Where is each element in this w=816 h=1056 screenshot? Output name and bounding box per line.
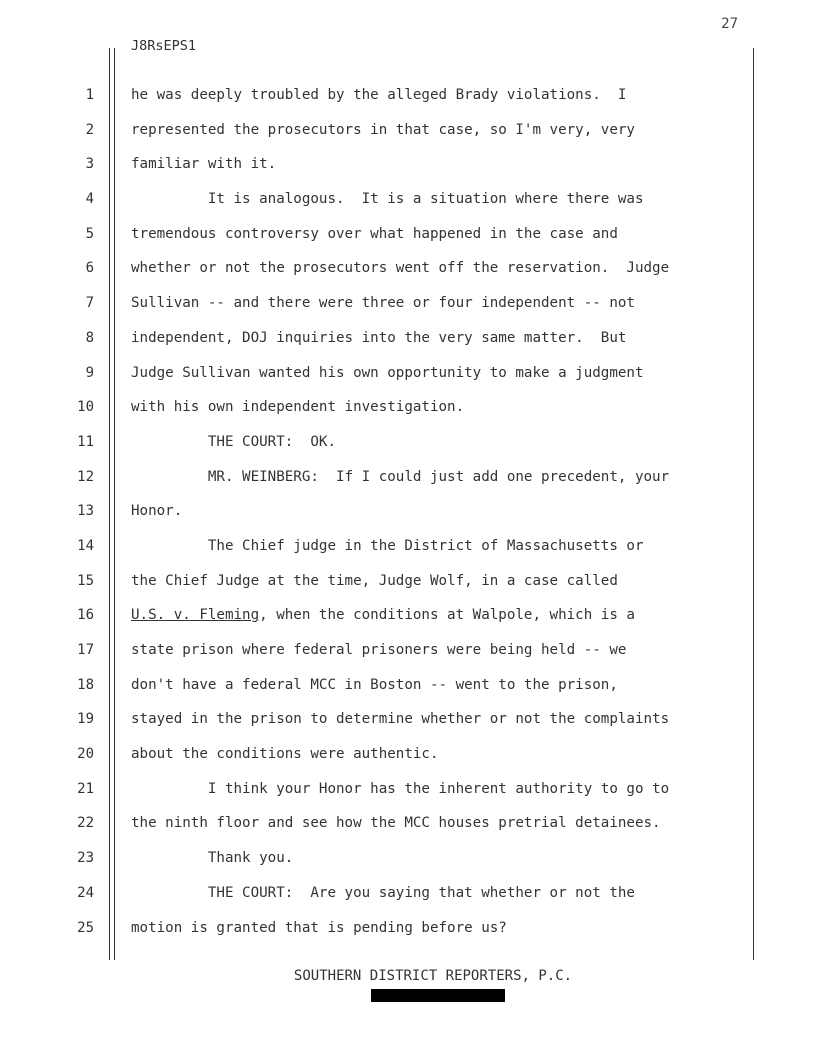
line-number: 2: [85, 121, 94, 138]
page-number: 27: [721, 16, 738, 32]
transcript-line: independent, DOJ inquiries into the very same matter. But: [131, 329, 627, 346]
transcript-line: he was deeply troubled by the alleged Brady violations. I: [131, 87, 627, 103]
transcript-line: the Chief Judge at the time, Judge Wolf, in a case called: [131, 572, 618, 589]
line-number: 25: [77, 919, 94, 936]
line-number: 12: [77, 468, 94, 485]
line-number: 10: [77, 399, 94, 416]
line-number: 23: [77, 850, 94, 867]
transcript-line: tremendous controversy over what happened in the case and: [131, 225, 618, 242]
transcript-line: THE COURT: OK.: [131, 433, 336, 450]
transcript-line: Thank you.: [131, 850, 294, 867]
transcript-line: the ninth floor and see how the MCC houses pretrial detainees.: [131, 815, 661, 832]
line-number: 19: [77, 711, 94, 728]
case-citation: U.S. v. Fleming: [131, 607, 260, 624]
line-number: 1: [85, 87, 94, 103]
redaction-bar: [371, 989, 505, 1002]
line-number: 13: [77, 503, 94, 520]
transcript-line: about the conditions were authentic.: [131, 746, 439, 763]
transcript-line: whether or not the prosecutors went off the reservation. Judge: [131, 260, 670, 277]
line-number: 14: [77, 537, 94, 554]
line-number: 4: [85, 191, 94, 208]
transcript-line: Judge Sullivan wanted his own opportunity to make a judgment: [131, 364, 644, 381]
transcript-line-16: [131, 604, 746, 639]
line-number: 7: [85, 295, 94, 312]
transcript-line: with his own independent investigation.: [131, 399, 465, 416]
left-margin-rule: [109, 48, 110, 960]
line-number: 24: [77, 884, 94, 901]
footer-reporter: SOUTHERN DISTRICT REPORTERS, P.C.: [293, 968, 573, 984]
line-number: 3: [85, 156, 94, 173]
line-number: 16: [77, 607, 94, 624]
transcript-header-code: J8RsEPS1: [131, 38, 197, 54]
line-number-column: [60, 84, 94, 951]
transcript-line: Honor.: [131, 503, 183, 520]
transcript-line: represented the prosecutors in that case, so I'm very, very: [131, 121, 635, 138]
transcript-line: I think your Honor has the inherent authority to go to: [131, 780, 670, 797]
line-number: 6: [85, 260, 94, 277]
transcript-line: The Chief judge in the District of Massachusetts or: [131, 537, 644, 554]
transcript-line: It is analogous. It is a situation where there was: [131, 191, 644, 208]
transcript-line: MR. WEINBERG: If I could just add one precedent, your: [131, 468, 670, 485]
line-number: 17: [77, 642, 94, 658]
line-number: 21: [77, 780, 94, 797]
transcript-line: state prison where federal prisoners were being held -- we: [131, 642, 627, 658]
transcript-line: motion is granted that is pending before us?: [131, 919, 507, 936]
transcript-line: THE COURT: Are you saying that whether or not the: [131, 884, 635, 901]
line-number: 9: [85, 364, 94, 381]
right-margin-rule: [753, 48, 754, 960]
transcript-line: familiar with it.: [131, 156, 277, 173]
line-number: 20: [77, 746, 94, 763]
transcript-line: Sullivan -- and there were three or four independent -- not: [131, 295, 635, 312]
left-margin-rule-inner: [114, 48, 115, 960]
line-number: 18: [77, 676, 94, 693]
line-number: 8: [85, 329, 94, 346]
transcript-line: stayed in the prison to determine whether or not the complaints: [131, 711, 670, 728]
line-number: 5: [85, 225, 94, 242]
line-number: 22: [77, 815, 94, 832]
transcript-line: don't have a federal MCC in Boston -- went to the prison,: [131, 676, 618, 693]
line-number: 15: [77, 572, 94, 589]
transcript-line-text: , when the conditions at Walpole, which is a: [259, 607, 635, 624]
line-number: 11: [77, 433, 94, 450]
transcript-body: [131, 84, 746, 951]
